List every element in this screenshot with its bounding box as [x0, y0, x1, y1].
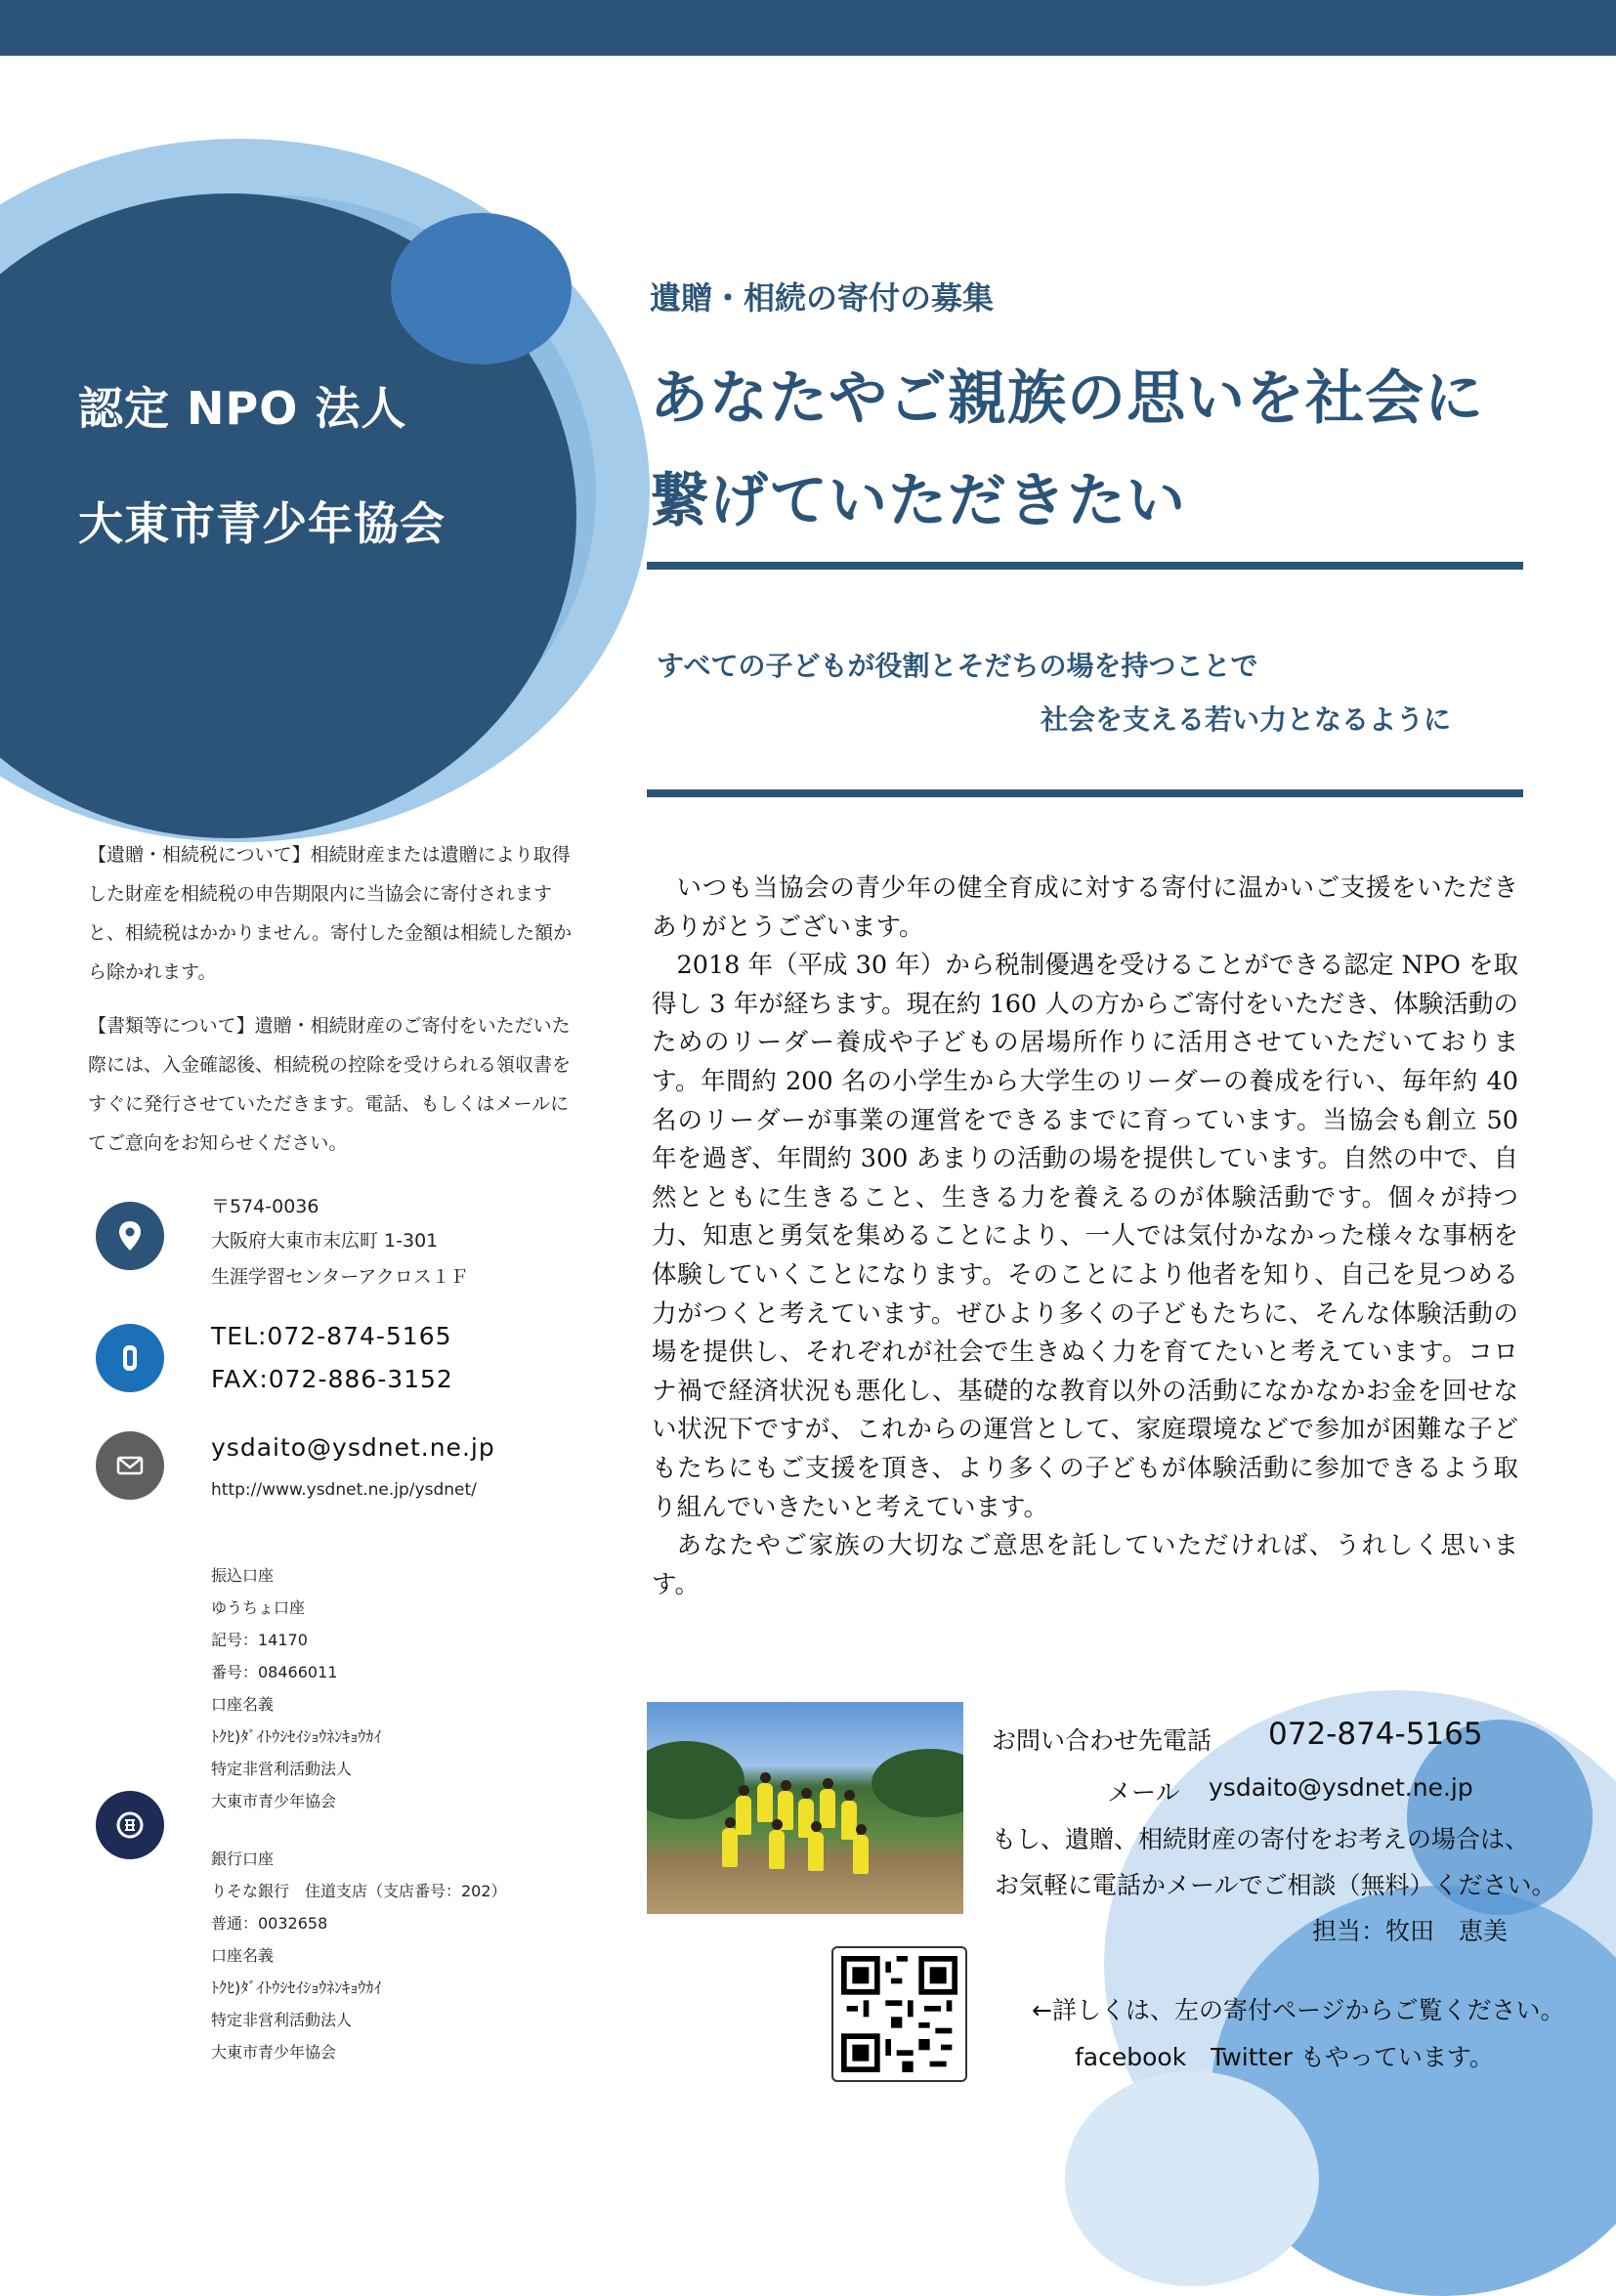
body-paragraph: いつも当協会の青少年の健全育成に対する寄付に温かいご支援をいただきありがとうございます。 — [652, 873, 1518, 942]
inquiry-staff: 担当：牧田 恵美 — [1312, 1917, 1509, 1945]
bank-account-line: 特定非営利活動法人 — [211, 2011, 353, 2029]
org-name: 大東市青少年協会 — [78, 497, 446, 550]
bank-account-line: りそな銀行 住道支店（支店番号：202） — [211, 1882, 507, 1900]
bank-account-line: 口座名義 — [211, 1946, 275, 1965]
bank-account-line: 普通：0032658 — [211, 1914, 328, 1933]
inquiry-mail-address[interactable]: ysdaito@ysdnet.ne.jp — [1209, 1773, 1473, 1802]
note-documents: 【書類等について】遺贈・相続財産のご寄付をいただいた際には、入金確認後、相続税の控除を受けられる領収書をすぐに発行させていただきます。電話、もしくはメールにてご意向をお知らせください。 — [88, 1015, 572, 1154]
postal-account-line: 振込口座 — [211, 1566, 275, 1585]
bank-account-line: ﾄｸﾋ)ﾀﾞｲﾄｳｼｾｲｼｮｳﾈﾝｷｮｳｶｲ — [211, 1978, 382, 1997]
postal-account-line: 特定非営利活動法人 — [211, 1760, 353, 1778]
headline-line-1: あなたやご親族の思いを社会に — [650, 364, 1484, 433]
inquiry-phone-number[interactable]: 072-874-5165 — [1268, 1717, 1483, 1752]
divider-bottom — [647, 789, 1523, 797]
inquiry-mail-label: メール — [1107, 1778, 1180, 1807]
postal-account-line: 記号：14170 — [211, 1631, 308, 1649]
body-paragraph: あなたやご家族の大切なご意思を託していただければ、うれしく思います。 — [652, 1531, 1518, 1599]
note-inheritance-tax: 【遺贈・相続税について】相続財産または遺贈により取得した財産を相続税の申告期限内に当協会に寄付されますと、相続税はかかりません。寄付した金額は相続した額から除かれます。 — [88, 844, 573, 983]
inquiry-phone-label: お問い合わせ先電話 — [992, 1726, 1212, 1755]
header-bar — [0, 0, 1616, 56]
website-link[interactable]: http://www.ysdnet.ne.jp/ysdnet/ — [211, 1480, 477, 1500]
postal-account-line: ﾄｸﾋ)ﾀﾞｲﾄｳｼｾｲｼｮｳﾈﾝｷｮｳｶｲ — [211, 1727, 382, 1746]
qr-code[interactable] — [831, 1946, 967, 2082]
inquiry-text-line-2: お気軽に電話かメールでご相談（無料）ください。 — [995, 1871, 1556, 1899]
headline-line-2: 繋げていただきたい — [650, 467, 1186, 535]
decorative-circle-small — [391, 213, 572, 364]
decorative-circle-br4 — [1065, 2071, 1319, 2286]
postal-account-line: 番号：08466011 — [211, 1663, 338, 1681]
location-pin-icon — [96, 1202, 164, 1270]
postal-account-line: 口座名義 — [211, 1695, 275, 1714]
org-type: 認定 NPO 法人 — [78, 382, 407, 435]
tagline-line-2: 社会を支える若い力となるように — [1041, 703, 1452, 736]
campaign-kicker: 遺贈・相続の寄付の募集 — [650, 279, 995, 317]
postal-account-line: ゆうちょ口座 — [211, 1598, 306, 1617]
address-line-1: 大阪府大東市末広町 1-301 — [211, 1230, 439, 1252]
bank-account-line: 銀行口座 — [211, 1850, 275, 1868]
tagline-line-1: すべての子どもが役割とそだちの場を持つことで — [657, 650, 1258, 682]
email-address[interactable]: ysdaito@ysdnet.ne.jp — [211, 1433, 495, 1462]
bank-icon — [96, 1791, 164, 1859]
tel-number: TEL:072-874-5165 — [211, 1322, 452, 1350]
postal-account-line: 大東市青少年協会 — [211, 1792, 337, 1810]
address-line-2: 生涯学習センターアクロス１Ｆ — [211, 1266, 469, 1288]
bank-account-line: 大東市青少年協会 — [211, 2043, 337, 2062]
group-photo — [647, 1702, 963, 1914]
body-message — [652, 870, 1518, 1604]
phone-icon — [96, 1324, 164, 1392]
inquiry-text-line-1: もし、遺贈、相続財産の寄付をお考えの場合は、 — [992, 1825, 1530, 1853]
body-paragraph: 2018 年（平成 30 年）から税制優遇を受けることができる認定 NPO を取得し 3 年が経ちます。現在約 160 人の方からご寄付をいただき、体験活動のためのリーダー養成や子どもの居場所作りに活用させていただいております。年間約 200 名の小学生から大学生のリーダーの養成を行い、毎年約 40 名のリーダーが事業の運営をできるまでに育っています。当協会も創立 50 年を過ぎ、年間約 300 あまりの活動の場を提供しています。自然の中で、自然とともに生きること、生きる力を養えるのが体験活動です。個々が持つ力、知恵と勇気を集めることにより、一人では気付かなかった様々な事柄を体験していくことになります。そのことにより他者を知り、自己を見つめる力がつくと考えています。ぜひより多くの子どもたちに、そんな体験活動の場を提供し、それぞれが社会で生きぬく力を育てたいと考えています。コロナ禍で経済状況も悪化し、基礎的な教育以外の活動になかなかお金を回せない状況下ですが、これからの運営として、家庭環境などで参加が困難な子どもたちにもご支援を頂き、より多くの子どもが体験活動に参加できるよう取り組んでいきたいと考えています。 — [652, 951, 1518, 1522]
mail-icon — [96, 1431, 164, 1500]
divider-top — [647, 562, 1523, 570]
inquiry-social: facebook Twitter もやっています。 — [1075, 2043, 1494, 2071]
fax-number: FAX:072-886-3152 — [211, 1365, 453, 1393]
postal-code: 〒574-0036 — [211, 1196, 319, 1217]
inquiry-more-info: ←詳しくは、左の寄付ページからご覧ください。 — [1032, 1996, 1565, 2024]
